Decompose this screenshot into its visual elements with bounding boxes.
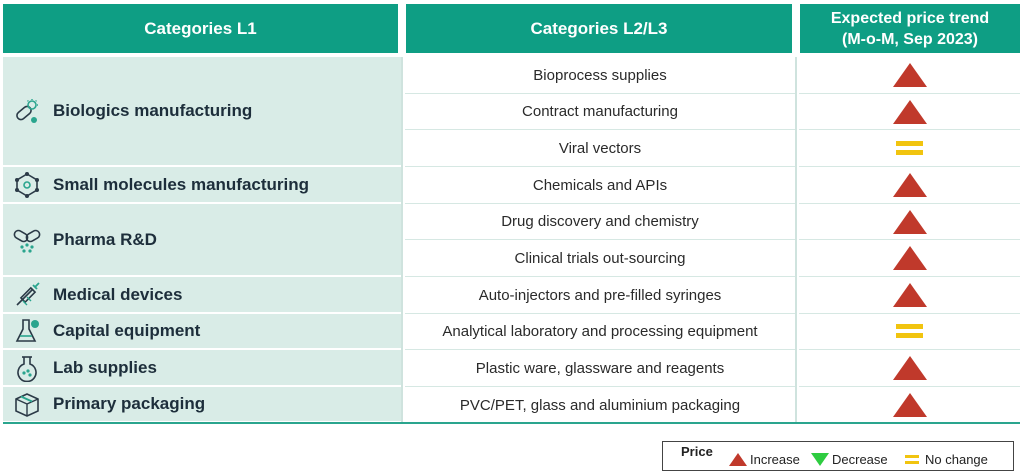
header-l2-label: Categories L2/L3 — [530, 19, 668, 38]
flask-icon — [13, 354, 41, 382]
increase-icon — [893, 356, 927, 380]
l2-row: Plastic ware, glassware and reagents — [405, 350, 795, 387]
l2-row: Clinical trials out-sourcing — [405, 240, 795, 277]
l1-label: Lab supplies — [53, 357, 157, 377]
no-change-icon — [896, 141, 923, 156]
l1-label: Small molecules manufacturing — [53, 174, 310, 194]
header-l1-label: Categories L1 — [144, 19, 257, 38]
l1-label: Biologics manufacturing — [53, 101, 253, 120]
l2-row: Chemicals and APIs — [405, 167, 795, 204]
trend-cell — [799, 350, 1020, 387]
l1-row — [3, 57, 401, 167]
legend-increase — [729, 452, 800, 467]
l1-label: Pharma R&D — [53, 229, 157, 249]
trend-cell — [799, 94, 1020, 130]
header-categories-l2-l3 — [406, 4, 792, 53]
no-change-icon — [905, 455, 919, 464]
l1-label: Capital equipment — [53, 321, 201, 340]
syringe-icon — [13, 281, 41, 309]
header-price-trend — [800, 4, 1020, 53]
increase-icon — [893, 393, 927, 417]
molecule-icon — [13, 171, 41, 199]
header-trend-title: Expected price trend — [830, 9, 990, 27]
trend-cell — [799, 277, 1020, 314]
l2-row: PVC/PET, glass and aluminium packaging — [459, 396, 741, 414]
trend-column — [799, 57, 1020, 423]
l2-row: Viral vectors — [405, 130, 795, 167]
trend-cell — [799, 387, 1020, 423]
increase-icon — [893, 246, 927, 270]
legend-no-change-label: No change — [925, 452, 988, 467]
trend-cell — [799, 57, 1020, 94]
trend-cell — [799, 167, 1020, 204]
l1-label: Primary packaging — [53, 394, 206, 413]
column-divider — [795, 57, 797, 423]
legend-increase-label: Increase — [750, 452, 800, 467]
legend-no-change — [905, 452, 988, 467]
no-change-icon — [896, 324, 923, 339]
increase-icon — [893, 63, 927, 87]
lab-equipment-icon — [13, 317, 41, 345]
l1-row — [3, 167, 401, 204]
increase-icon — [893, 283, 927, 307]
decrease-icon — [811, 453, 829, 466]
biologics-icon — [13, 97, 41, 125]
table-bottom-border — [3, 422, 1020, 424]
l1-row — [3, 277, 401, 314]
column-divider — [401, 57, 403, 423]
l2-row: Auto-injectors and pre-filled syringes — [405, 277, 795, 314]
l2-row: Bioprocess supplies — [405, 57, 795, 94]
increase-icon — [893, 210, 927, 234]
legend-title: Price — [681, 444, 713, 459]
l2-column — [405, 57, 795, 423]
l1-row — [3, 350, 401, 387]
l1-label: Medical devices — [53, 284, 183, 304]
price-trend-table — [3, 57, 1020, 423]
trend-cell — [799, 130, 1020, 167]
trend-cell — [799, 204, 1020, 240]
trend-cell — [799, 314, 1020, 350]
l1-column — [3, 57, 401, 423]
header-trend-period: (M-o-M, Sep 2023) — [841, 30, 978, 48]
l1-row — [3, 314, 401, 350]
trend-cell — [799, 240, 1020, 277]
l1-row — [3, 387, 401, 423]
l2-row: Drug discovery and chemistry — [405, 204, 795, 240]
l1-row — [3, 204, 401, 277]
legend-decrease — [811, 452, 888, 467]
increase-icon — [893, 100, 927, 124]
increase-icon — [729, 453, 747, 466]
legend-decrease-label: Decrease — [832, 452, 888, 467]
box-icon — [13, 390, 41, 418]
l2-row: Contract manufacturing — [405, 94, 795, 130]
price-legend — [662, 441, 1014, 471]
header-categories-l1 — [3, 4, 398, 53]
l2-row: Analytical laboratory and processing equipment — [405, 314, 795, 350]
capsule-icon — [13, 226, 41, 254]
increase-icon — [893, 173, 927, 197]
